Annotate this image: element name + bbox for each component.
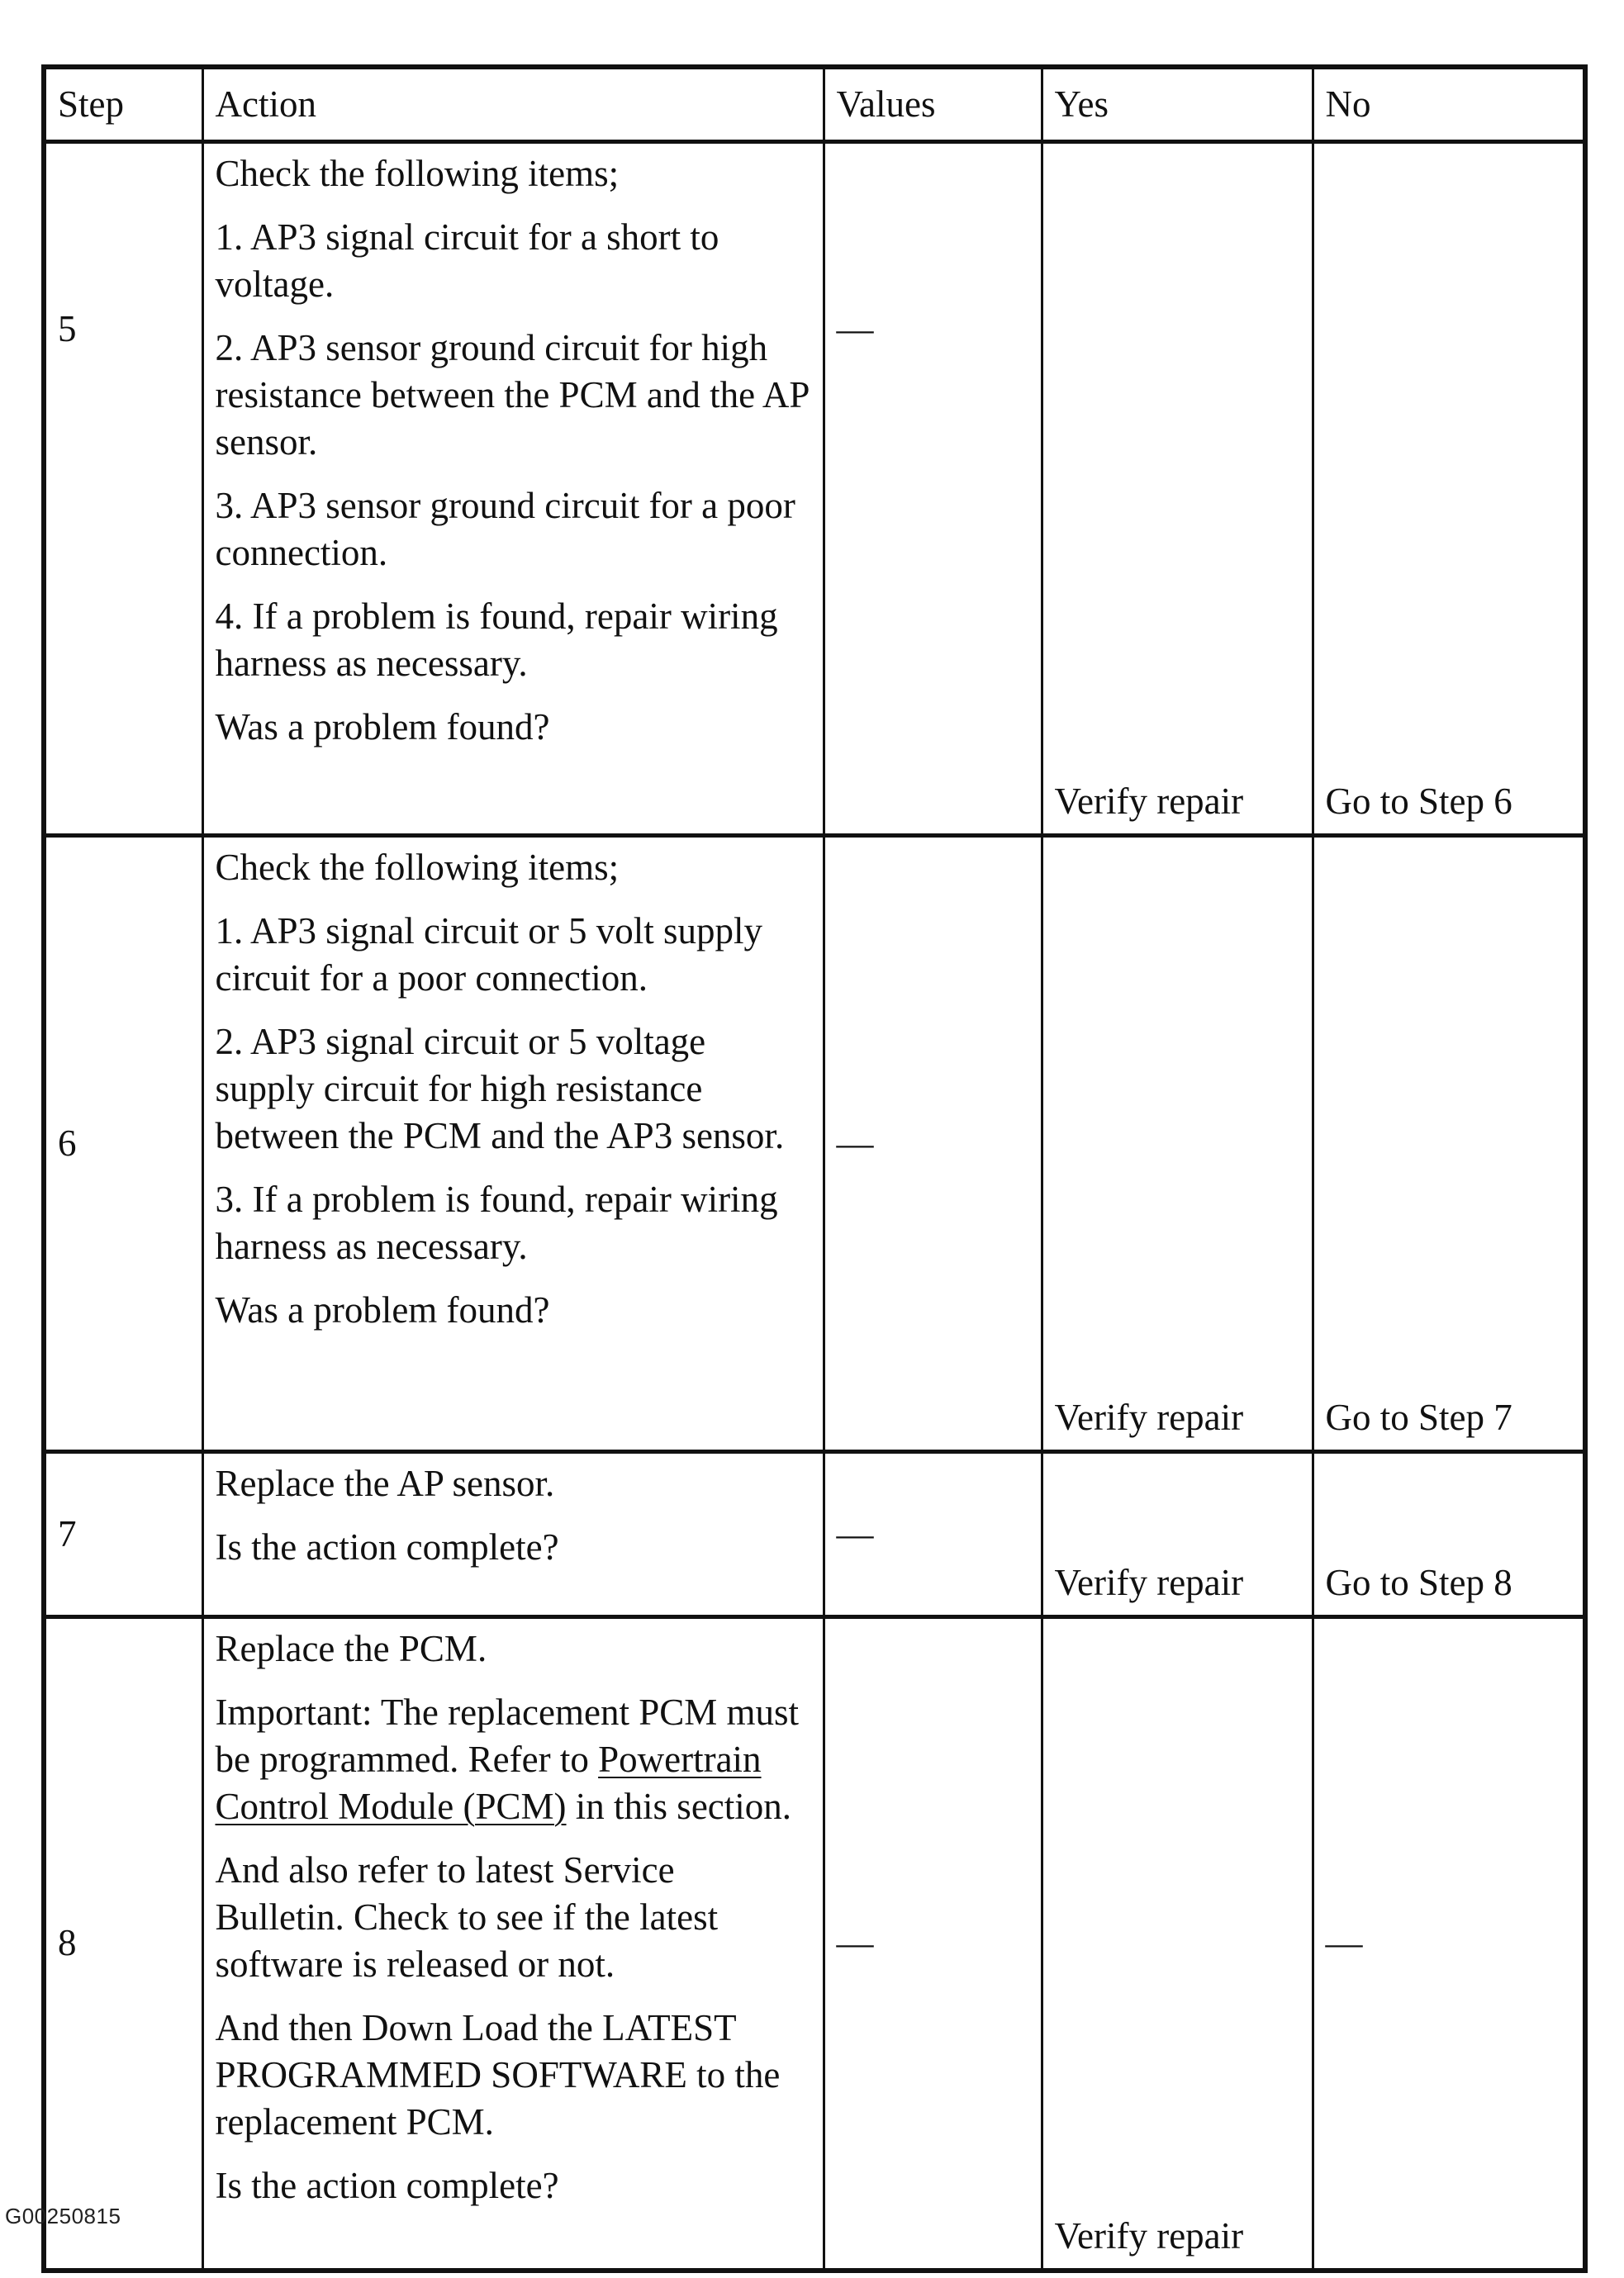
- action-line: And then Down Load the LATEST PROGRAMMED SOFTWARE to the replacement PCM.: [215, 2006, 781, 2143]
- yes-result: Verify repair: [1042, 141, 1313, 835]
- values-cell: [824, 1451, 1042, 1616]
- values-dash: —: [836, 1512, 874, 1554]
- action-line: 3. AP3 sensor ground circuit for a poor connection.: [215, 484, 795, 573]
- step-number: 5: [44, 141, 202, 835]
- diagnostic-table: [41, 64, 1588, 2273]
- header-action: Action: [202, 67, 824, 141]
- action-cell: [202, 835, 824, 1451]
- table-row-step-6: [44, 835, 1585, 1451]
- header-values: Values: [824, 67, 1042, 141]
- important-note: [216, 1689, 811, 1830]
- action-line: 1. AP3 signal circuit for a short to voltage.: [215, 216, 719, 305]
- action-question: Was a problem found?: [215, 1288, 550, 1331]
- no-result: Go to Step 6: [1313, 141, 1585, 835]
- action-line: 2. AP3 signal circuit or 5 voltage supply circuit for high resistance between the PCM and the AP3 sensor.: [215, 1020, 785, 1156]
- values-dash: —: [836, 1122, 874, 1164]
- action-line: 2. AP3 sensor ground circuit for high resistance between the PCM and the AP sensor.: [215, 326, 809, 463]
- action-question: Is the action complete?: [215, 1526, 559, 1568]
- table-row-step-7: [44, 1451, 1585, 1616]
- action-line: Replace the PCM.: [215, 1627, 487, 1669]
- action-line: 4. If a problem is found, repair wiring harness as necessary.: [215, 595, 778, 684]
- no-dash: —: [1325, 1922, 1363, 1964]
- step-number: 7: [44, 1451, 202, 1616]
- table-row-step-5: [44, 141, 1585, 835]
- important-note-suffix: in this section.: [575, 1785, 792, 1827]
- action-cell: [202, 1616, 824, 2271]
- pcm-reference-link[interactable]: Powertrain Control Module (PCM): [215, 1738, 762, 1827]
- action-line: Check the following items;: [215, 846, 620, 888]
- header-row: [44, 67, 1585, 141]
- action-line: Check the following items;: [215, 152, 620, 194]
- yes-result: Verify repair: [1042, 1616, 1313, 2271]
- figure-code: G00250815: [5, 2204, 121, 2228]
- action-line: And also refer to latest Service Bulletin. Check to see if the latest software is released or not.: [215, 1849, 719, 1985]
- action-question: Is the action complete?: [215, 2164, 559, 2206]
- action-line: 3. If a problem is found, repair wiring harness as necessary.: [215, 1178, 778, 1267]
- action-line: 1. AP3 signal circuit or 5 volt supply circuit for a poor connection.: [215, 909, 762, 999]
- values-cell: [824, 1616, 1042, 2271]
- values-dash: —: [836, 307, 874, 349]
- values-cell: [824, 141, 1042, 835]
- header-no: No: [1313, 67, 1585, 141]
- values-dash: —: [836, 1922, 874, 1964]
- important-note-text: Important: The replacement PCM must be programmed. Refer to: [215, 1691, 800, 1780]
- action-cell: [202, 141, 824, 835]
- header-step: Step: [44, 67, 202, 141]
- action-cell: [202, 1451, 824, 1616]
- no-result: Go to Step 7: [1313, 835, 1585, 1451]
- action-question: Was a problem found?: [215, 705, 550, 747]
- no-result: [1313, 1616, 1585, 2271]
- header-yes: Yes: [1042, 67, 1313, 141]
- values-cell: [824, 835, 1042, 1451]
- action-line: Replace the AP sensor.: [215, 1462, 555, 1504]
- yes-result: Verify repair: [1042, 1451, 1313, 1616]
- step-number: 8: [44, 1616, 202, 2271]
- step-number: 6: [44, 835, 202, 1451]
- table-row-step-8: [44, 1616, 1585, 2271]
- no-result: Go to Step 8: [1313, 1451, 1585, 1616]
- yes-result: Verify repair: [1042, 835, 1313, 1451]
